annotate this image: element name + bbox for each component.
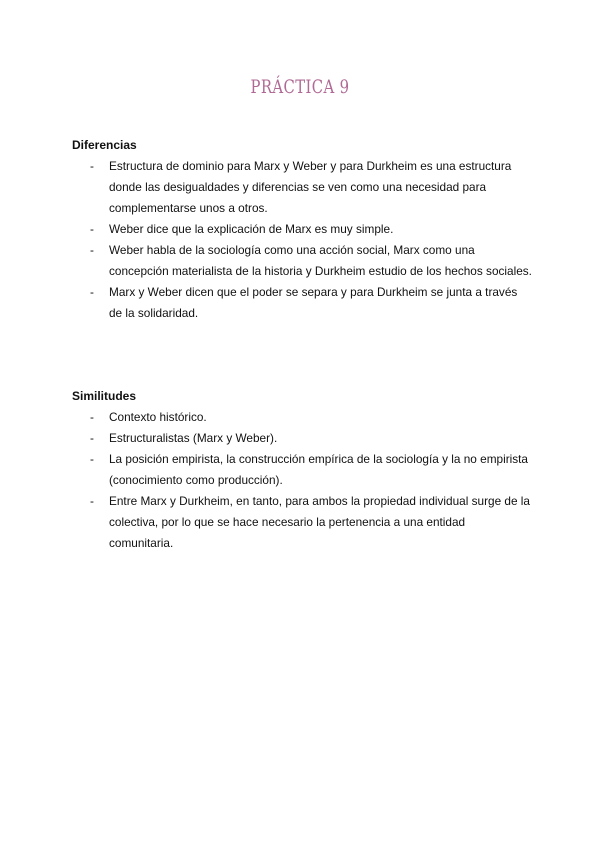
list-item-text: Estructuralistas (Marx y Weber). [109,431,278,445]
dash-bullet: - [90,410,94,424]
similarities-heading: Similitudes [72,389,137,403]
list-item-text: Contexto histórico. [109,410,207,424]
similarities-section [72,388,532,554]
list-item-text: Weber habla de la sociología como una acción social, Marx como una concepción materialista de la historia y Durkheim estudio de los hechos sociales. [109,243,532,278]
list-item-text: Marx y Weber dicen que el poder se separa y para Durkheim se junta a través de la solidaridad. [109,285,518,320]
list-item [72,282,532,324]
list-item-text: Weber dice que la explicación de Marx es muy simple. [109,222,394,236]
dash-bullet: - [90,494,94,508]
list-item [72,219,532,240]
dash-bullet: - [90,431,94,445]
page-title: PRÁCTICA 9 [250,76,350,98]
dash-bullet: - [90,243,94,257]
list-item [72,428,532,449]
list-item [72,491,532,554]
list-item-text: Entre Marx y Durkheim, en tanto, para ambos la propiedad individual surge de la colectiva, por lo que se hace necesario la pertenencia a una entidad comunitaria. [109,494,530,550]
dash-bullet: - [90,452,94,466]
list-item [72,156,532,219]
differences-section [72,137,532,324]
list-item-text: La posición empirista, la construcción empírica de la sociología y la no empirista (conocimiento como producción). [109,452,528,487]
dash-bullet: - [90,159,94,173]
dash-bullet: - [90,222,94,236]
dash-bullet: - [90,285,94,299]
list-item [72,449,532,491]
list-item [72,240,532,282]
similarities-list [72,407,532,554]
differences-heading: Diferencias [72,138,137,152]
differences-list [72,156,532,324]
list-item-text: Estructura de dominio para Marx y Weber y para Durkheim es una estructura donde las desigualdades y diferencias se ven como una necesidad para complementarse unos a otros. [109,159,512,215]
list-item [72,407,532,428]
